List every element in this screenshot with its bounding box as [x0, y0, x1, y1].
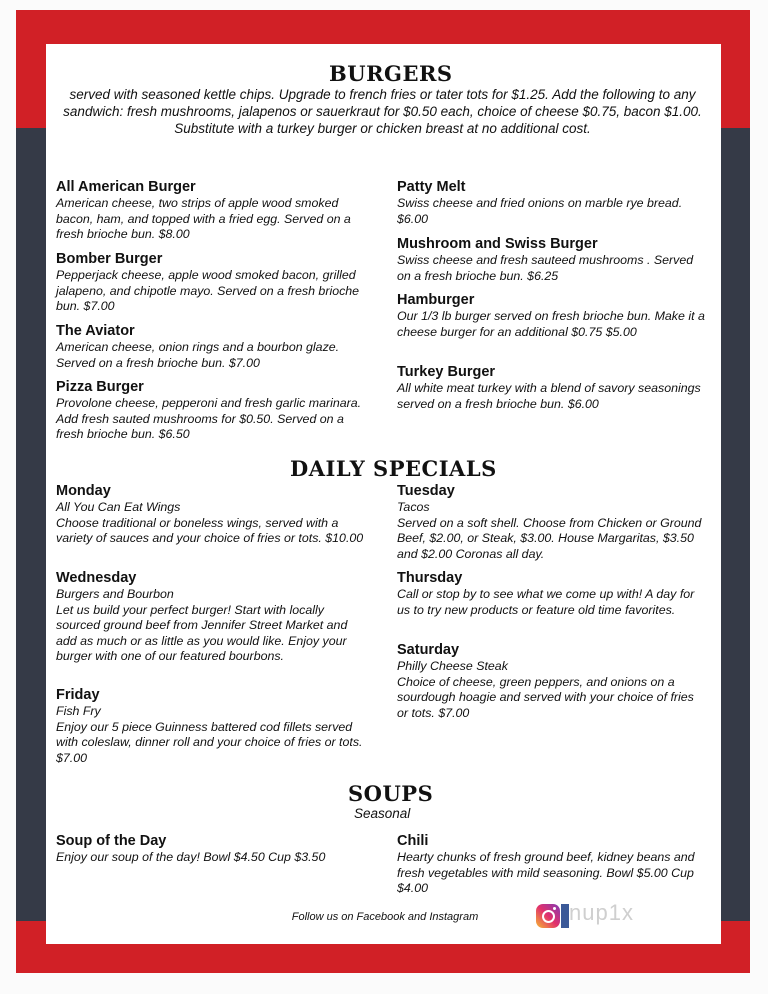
menu-item [56, 179, 366, 243]
special-desc: Let us build your perfect burger! Start with locally sourced ground beef from Jennifer Street Market and add as much or as little as you would like. Enjoy your burger with one of our featured bourbons. [56, 602, 348, 664]
item-desc: Hearty chunks of fresh ground beef, kidney beans and fresh vegetables with mild seasoning. Bowl $5.00 Cup $4.00 [397, 850, 695, 896]
menu-item [397, 833, 707, 897]
special-item [56, 483, 366, 547]
special-day: Thursday [397, 570, 463, 586]
item-desc: American cheese, two strips of apple wood smoked bacon, ham, and topped with a fried egg. Served on a fresh brioche bun. $8.00 [56, 196, 351, 242]
item-desc: Enjoy our soup of the day! Bowl $4.50 Cup $3.50 [56, 850, 326, 864]
item-desc: Pepperjack cheese, apple wood smoked bacon, grilled jalapeno, and chipotle mayo. Served on a fresh brioche bun. $7.00 [56, 268, 360, 314]
item-name: Pizza Burger [56, 379, 144, 395]
item-desc: Provolone cheese, pepperoni and fresh garlic marinara. Add fresh sauted mushrooms for $0.50. Served on a fresh brioche bun. $6.50 [56, 396, 362, 442]
item-desc: Swiss cheese and fried onions on marble rye bread. $6.00 [397, 196, 683, 226]
item-name: Mushroom and Swiss Burger [397, 236, 598, 252]
item-name: Bomber Burger [56, 251, 163, 267]
item-name: Chili [397, 833, 429, 849]
special-item [56, 570, 366, 665]
special-desc: Choose traditional or boneless wings, served with a variety of sauces and your choice of fries or tots. $10.00 [56, 515, 364, 546]
special-sub: All You Can Eat Wings [56, 500, 181, 514]
special-desc: Choice of cheese, green peppers, and onions on a sourdough hoagie and served with your choice of fries or tots. $7.00 [397, 674, 694, 720]
special-desc: Served on a soft shell. Choose from Chicken or Ground Beef, $2.00, or Steak, $3.00. House Margaritas, $3.50 and $2.00 Coronas all day. [397, 515, 702, 561]
menu-item [56, 251, 366, 315]
facebook-icon[interactable] [561, 904, 569, 928]
special-sub: Philly Cheese Steak [397, 659, 508, 673]
item-name: Soup of the Day [56, 833, 167, 849]
special-sub: Tacos [397, 500, 430, 514]
special-desc: Call or stop by to see what we come up with! A day for us to try new products or feature old time favorites. [397, 587, 695, 617]
item-desc: Our 1/3 lb burger served on fresh brioche bun. Make it a cheese burger for an additional $0.75 $5.00 [397, 309, 705, 339]
menu-item [397, 179, 707, 227]
menu-item [56, 323, 366, 371]
menu-item [397, 292, 707, 340]
item-desc: Swiss cheese and fresh sauteed mushrooms . Served on a fresh brioche bun. $6.25 [397, 253, 694, 283]
specials-title: DAILY SPECIALS [290, 456, 497, 481]
special-sub: Fish Fry [56, 704, 101, 718]
special-day: Friday [56, 687, 100, 703]
menu-item [397, 364, 707, 412]
special-desc: Enjoy our 5 piece Guinness battered cod fillets served with coleslaw, dinner roll and your choice of fries or tots. $7.00 [56, 719, 363, 765]
menu-item [397, 236, 707, 284]
special-day: Wednesday [56, 570, 137, 586]
special-item [397, 570, 707, 618]
item-desc: All white meat turkey with a blend of savory seasonings served on a fresh brioche bun. $6.00 [397, 381, 701, 411]
watermark-logo: nup1x [569, 900, 634, 925]
soups-title: SOUPS [348, 781, 434, 806]
burgers-intro: served with seasoned kettle chips. Upgrade to french fries or tater tots for $1.25. Add the following to any sandwich: fresh mushrooms, jalapenos or sauerkraut for $0.50 each, choice of cheese $0.75, bacon $1.00. Substitute with a turkey burger or chicken breast at no additional cost. [63, 87, 702, 136]
item-name: Hamburger [397, 292, 475, 308]
special-day: Saturday [397, 642, 460, 658]
menu-item [56, 833, 366, 866]
instagram-icon[interactable] [536, 904, 560, 928]
special-item [397, 642, 707, 721]
follow-us-text: Follow us on Facebook and Instagram [291, 911, 479, 923]
special-day: Tuesday [397, 483, 455, 499]
burgers-title: BURGERS [329, 61, 453, 86]
special-item [397, 483, 707, 562]
special-item [56, 687, 366, 766]
menu-item [56, 379, 366, 443]
item-name: The Aviator [56, 323, 135, 339]
item-name: All American Burger [56, 179, 196, 195]
special-day: Monday [56, 483, 111, 499]
soups-subtitle: Seasonal [354, 806, 411, 821]
item-desc: American cheese, onion rings and a bourbon glaze. Served on a fresh brioche bun. $7.00 [56, 340, 340, 370]
item-name: Turkey Burger [397, 364, 496, 380]
item-name: Patty Melt [397, 179, 466, 195]
special-sub: Burgers and Bourbon [56, 587, 174, 601]
